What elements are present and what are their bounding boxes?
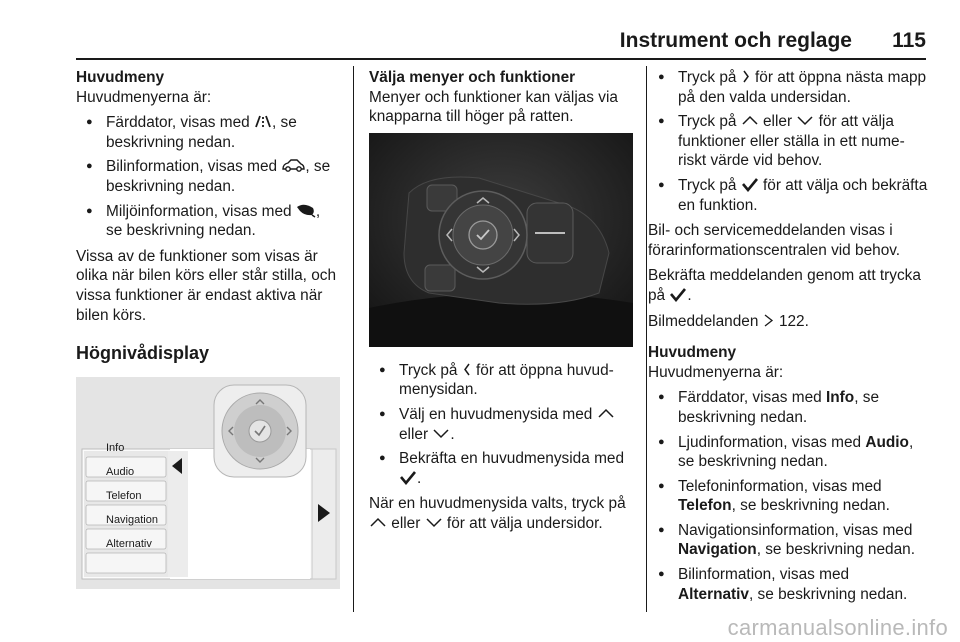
- column-divider-1: [353, 66, 354, 612]
- display-menu-item[interactable]: Audio: [106, 466, 135, 478]
- column-right: [648, 68, 928, 610]
- list-item: ● Telefoninformation, visas med Telefon, se beskrivning nedan.: [648, 477, 928, 516]
- section-heading-hud: Högnivådisplay: [76, 343, 210, 364]
- section-intro: Menyer och funktioner kan väljas via knapparna till höger på ratten.: [369, 88, 618, 126]
- display-menu-item[interactable]: Navigation: [106, 514, 158, 526]
- message-confirm: Bekräfta meddelanden genom att trycka på .: [648, 267, 921, 304]
- list-item: ● Tryck på för att öppna nästa mapp på den valda undersidan.: [648, 68, 928, 107]
- watermark: carmanualsonline.info: [727, 615, 948, 641]
- car-icon: [281, 158, 305, 173]
- display-menu-item[interactable]: Alternativ: [106, 538, 152, 550]
- list-item: ● Tryck på för att välja och bekräfta en funktion.: [648, 176, 928, 215]
- list-item: ● Färddator, visas med Info, se beskrivning nedan.: [648, 388, 928, 427]
- page-header: [76, 28, 926, 54]
- chevron-up-icon: [741, 113, 759, 128]
- menu-bullet-list: [76, 113, 340, 241]
- trip-computer-icon: [254, 114, 272, 129]
- steering-wheel-illustration: [369, 133, 633, 347]
- list-item: ● Bilinformation, visas med Alternativ, se beskrivning nedan.: [648, 565, 928, 604]
- list-item: ● Ljudinformation, visas med Audio, se beskrivning nedan.: [648, 433, 928, 472]
- column-left: [76, 68, 340, 589]
- chevron-left-icon: [462, 362, 472, 377]
- page-reference-arrow-icon: [763, 313, 775, 328]
- page-reference-link[interactable]: 122.: [778, 312, 809, 330]
- list-item: ● Tryck på eller för att välja funktioner eller ställa in ett nume-riskt värde vid behov.: [648, 112, 928, 171]
- check-icon: [741, 177, 759, 192]
- list-item: ● Miljöinformation, visas med , se beskrivning nedan.: [76, 202, 340, 241]
- eco-leaf-icon: [296, 203, 316, 218]
- chevron-down-icon: [796, 113, 814, 128]
- subpage-instruction: När en huvudmenysida valts, tryck på eller för att välja undersidor.: [369, 495, 626, 532]
- menu-bullet-list: [648, 388, 928, 604]
- column-divider-2: [646, 66, 647, 612]
- chevron-down-icon: [425, 515, 443, 530]
- chapter-title: Instrument och reglage: [619, 29, 852, 52]
- section-subhead: Huvudmeny: [648, 344, 737, 362]
- list-item: ● Navigationsinformation, visas med Navigation, se beskrivning nedan.: [648, 521, 928, 560]
- list-item: ● Tryck på för att öppna huvud-menysidan.: [369, 361, 633, 400]
- section-intro: Huvudmenyerna är:: [76, 88, 212, 106]
- column-middle: [369, 68, 633, 540]
- message-info: Bil- och servicemeddelanden visas i förarinformationscentralen vid behov.: [648, 222, 901, 259]
- operating-note: Vissa av de funktioner som visas är olika när bilen körs eller står stilla, och vissa funktioner är endast aktiva när bilen körs.: [76, 247, 337, 324]
- check-icon: [399, 470, 417, 485]
- navigation-steps: [369, 361, 633, 489]
- display-menu-item[interactable]: Info: [106, 442, 125, 454]
- display-menu: [106, 436, 168, 556]
- list-item: ● Färddator, visas med , se beskrivning nedan.: [76, 113, 340, 152]
- page-number: 115: [892, 29, 926, 52]
- chevron-down-icon: [432, 426, 450, 441]
- chevron-right-icon: [741, 69, 751, 84]
- section-subhead: Huvudmeny: [76, 69, 165, 86]
- display-menu-item[interactable]: Telefon: [106, 490, 142, 502]
- header-rule: [76, 58, 926, 60]
- check-icon: [669, 287, 687, 302]
- list-item: ● Bilinformation, visas med , se beskrivning nedan.: [76, 157, 340, 196]
- chevron-up-icon: [369, 515, 387, 530]
- page-reference: Bilmeddelanden 122.: [648, 312, 809, 330]
- function-steps: [648, 68, 928, 215]
- chevron-up-icon: [597, 406, 615, 421]
- list-item: ● Bekräfta en huvudmenysida med .: [369, 449, 633, 488]
- list-item: ● Välj en huvudmenysida med eller .: [369, 405, 633, 444]
- section-subhead: Välja menyer och funktioner: [369, 69, 576, 86]
- section-intro: Huvudmenyerna är:: [648, 363, 784, 381]
